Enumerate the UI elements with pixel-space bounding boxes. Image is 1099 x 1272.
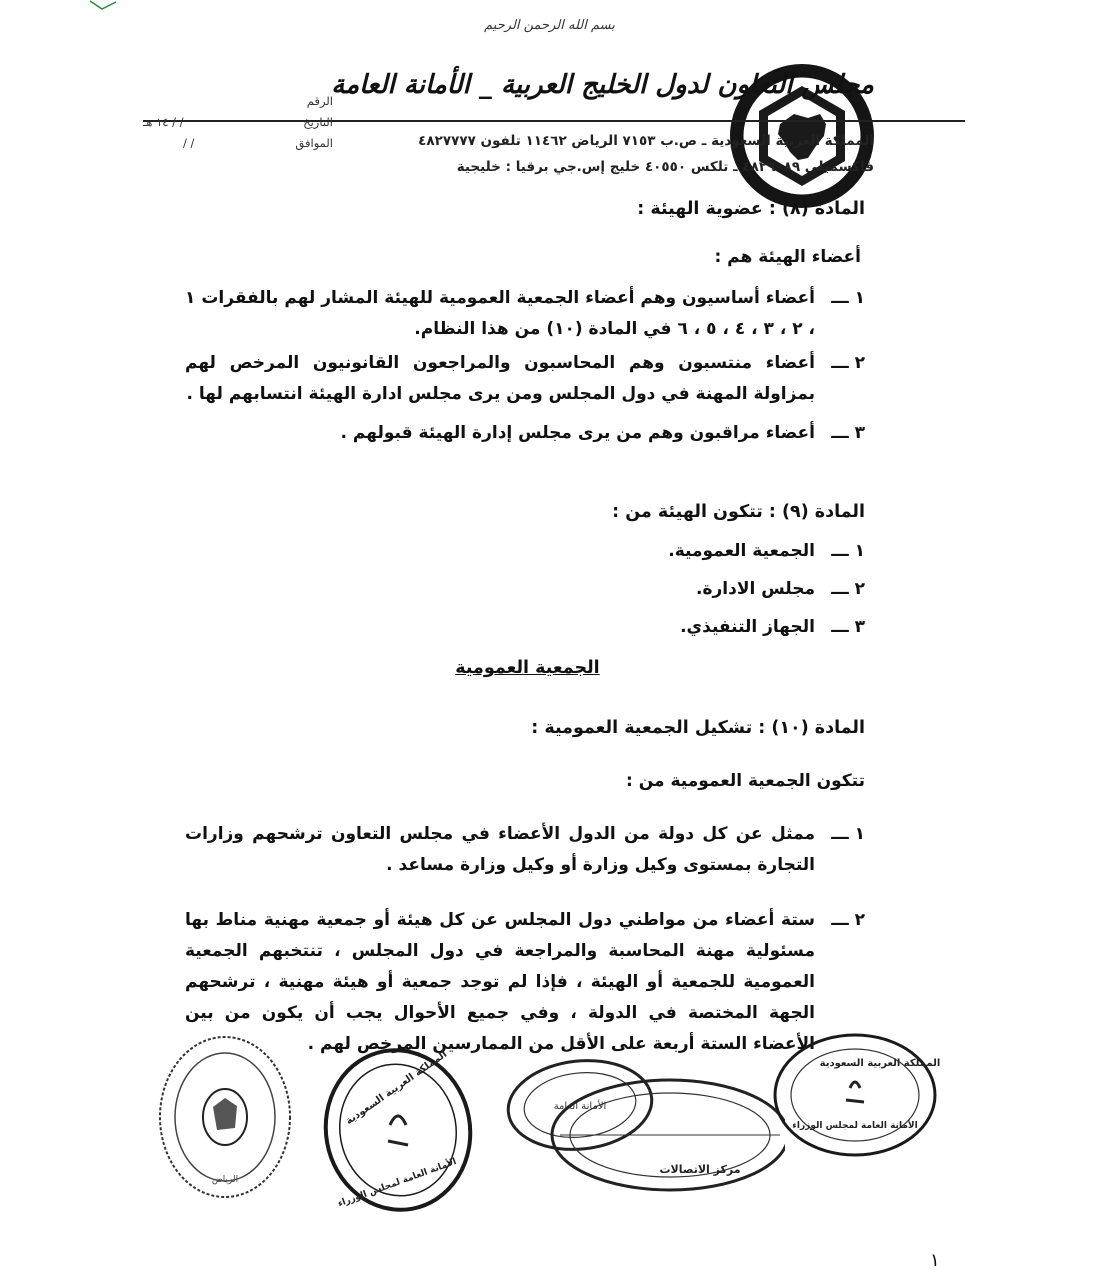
article-10-item-1 xyxy=(185,819,865,881)
item-text: الجمعية العمومية. xyxy=(668,541,815,561)
address-line-2: فاكسميلي ٤٨٢٩٠٨٩ ـ تلكس ٤٠٥٥٠ خليج إس.جي برقيا : خليجية xyxy=(456,159,874,175)
item-text: ممثل عن كل دولة من الدول الأعضاء في مجلس التعاون ترشحهم وزارات التجارة بمستوى وكيل وزارة أو وكيل وزارة مساعد . xyxy=(185,824,815,875)
stamp4-text-2: الأمانة العامة لمجلس الوزراء xyxy=(792,1121,918,1131)
item-number: ٢ ـــ xyxy=(831,353,865,373)
ref-number-label: الرقم xyxy=(306,94,333,108)
item-text: أعضاء منتسبون وهم المحاسبون والمراجعون القانونيون المرخص لهم بمزاولة المهنة في دول المجلس ومن يرى مجلس ادارة الهيئة انتسابهم لها . xyxy=(185,353,815,404)
item-number: ٣ ـــ xyxy=(831,617,865,637)
stamp2-text: المملكة العربية السعودية xyxy=(343,1048,450,1128)
article-9-item-2 xyxy=(185,574,865,605)
organization-title: مجلس التعاون لدول الخليج العربية _ الأمانة العامة xyxy=(331,70,874,100)
round-seal-stamp xyxy=(155,1032,295,1202)
stamp3-text-2: الأمانة العامة xyxy=(553,1101,607,1112)
item-number: ١ ـــ xyxy=(831,824,865,844)
item-text: ستة أعضاء من مواطني دول المجلس عن كل هيئة أو جمعية مهنية مناط بها مسئولية مهنة المحاسبة والمراجعة في دول المجلس ، تنتخبهم الجمعية العمومية للجمعية أو الهيئة ، فإذا لم توجد جمعية أو هيئة مهنية ، ترشحهم الجهة المختصة في الدولة ، وفي جميع الأحوال يجب أن يكون من بين الأعضاء الستة أربعة على الأقل من الممارسين المرخص لهم . xyxy=(185,910,815,1054)
ref-corresponding-value: / / xyxy=(183,136,195,150)
item-text: مجلس الادارة. xyxy=(696,579,815,599)
stamp1-text: الرياض xyxy=(211,1175,239,1185)
item-number: ١ ـــ xyxy=(831,541,865,561)
item-text: أعضاء أساسيون وهم أعضاء الجمعية العمومية للهيئة المشار لهم بالفقرات ١ ، ٢ ، ٣ ، ٤ ، ٥ ، ٦ في المادة (١٠) من هذا النظام. xyxy=(185,288,815,339)
address-line-1: المملكة العربية السعودية ـ ص.ب ٧١٥٣ الرياض ١١٤٦٢ تلفون ٤٨٢٧٧٧٧ xyxy=(418,133,874,149)
item-text: أعضاء مراقبون وهم من يرى مجلس إدارة الهيئة قبولهم . xyxy=(340,423,815,443)
item-number: ١ ـــ xyxy=(831,288,865,308)
ref-number-row xyxy=(143,94,343,115)
article-9-title: المادة (٩) : تتكون الهيئة من : xyxy=(612,502,865,522)
oval-stamp-secretariat xyxy=(770,1030,940,1160)
stamp2-text-2: الأمانة العامة لمجلس الوزراء xyxy=(336,1156,458,1210)
ref-date-row xyxy=(143,115,343,136)
ref-corresponding-row xyxy=(143,136,343,157)
article-8-item-3 xyxy=(185,418,865,449)
ref-corresponding-label: الموافق xyxy=(295,136,333,150)
article-9-item-1 xyxy=(185,536,865,567)
article-8-item-1 xyxy=(185,283,865,345)
article-10-intro: تتكون الجمعية العمومية من : xyxy=(625,771,865,791)
item-number: ٢ ـــ xyxy=(831,579,865,599)
item-number: ٣ ـــ xyxy=(831,423,865,443)
article-8-intro: أعضاء الهيئة هم : xyxy=(714,247,861,267)
stamp3-text: مركز الاتصالات xyxy=(659,1163,741,1176)
page-number: ١ xyxy=(930,1250,940,1271)
item-text: الجهاز التنفيذي. xyxy=(680,617,815,637)
corner-mark xyxy=(88,0,118,10)
basmala: بسم الله الرحمن الرحيم xyxy=(484,18,615,33)
article-8-item-2 xyxy=(185,348,865,410)
article-10-title: المادة (١٠) : تشكيل الجمعية العمومية : xyxy=(531,718,865,738)
reference-block xyxy=(143,94,343,157)
item-number: ٢ ـــ xyxy=(831,910,865,930)
oval-stamp-council xyxy=(318,1045,478,1215)
ref-date-label: التاريخ xyxy=(303,115,333,129)
article-9-item-3 xyxy=(185,612,865,643)
ref-date-value: / / ١٤ هـ xyxy=(143,115,184,129)
article-8-title: المادة (٨) : عضوية الهيئة : xyxy=(637,199,865,219)
oval-stamp-communications xyxy=(500,1045,785,1195)
stamp4-text: المملكة العربية السعودية xyxy=(819,1058,940,1069)
section-heading: الجمعية العمومية xyxy=(455,658,600,678)
